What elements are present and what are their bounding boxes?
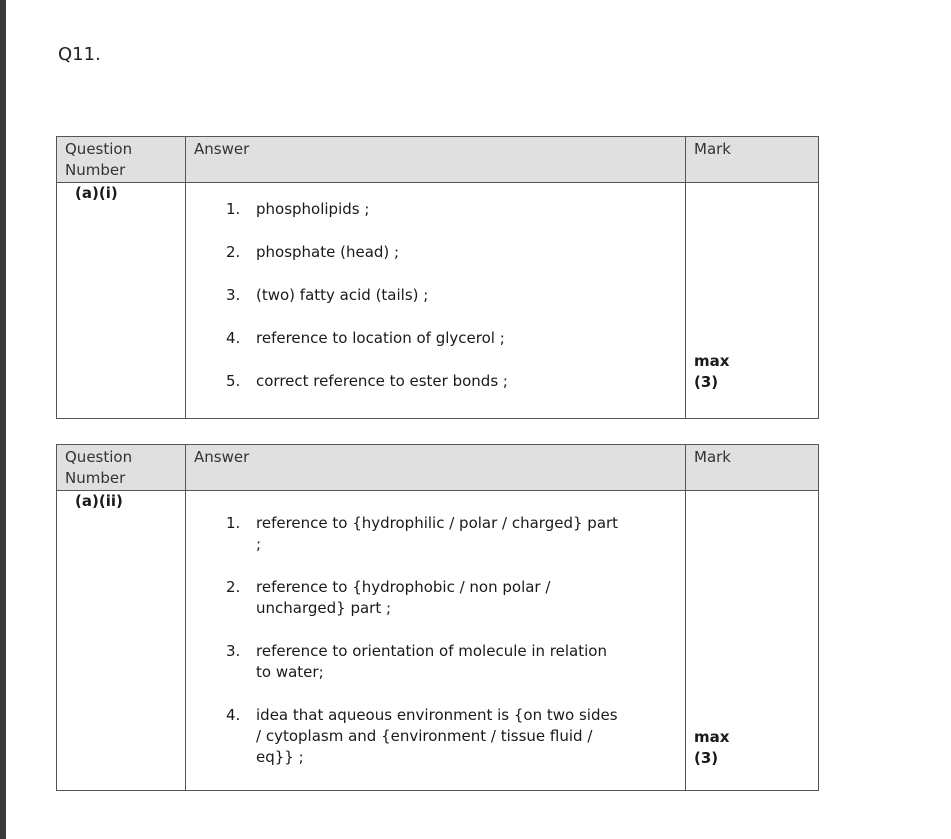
- mark-scheme-table-a-i: [56, 136, 819, 419]
- question-number: (a)(i): [57, 183, 186, 419]
- item-number: 5.: [226, 372, 241, 390]
- header-mark: Mark: [686, 137, 819, 183]
- item-text: reference to location of glycerol ;: [256, 329, 505, 347]
- list-item: [226, 371, 626, 392]
- list-item: [226, 577, 626, 619]
- list-item: [226, 199, 626, 220]
- list-item: [226, 641, 626, 683]
- item-text: phosphate (head) ;: [256, 243, 400, 261]
- list-item: [226, 705, 626, 768]
- list-item: [226, 242, 626, 263]
- item-text: reference to orientation of molecule in relation to water;: [256, 642, 607, 681]
- header-mark: Mark: [686, 445, 819, 491]
- mark-cell: [686, 491, 819, 791]
- table-body-row: [57, 183, 819, 419]
- question-number: (a)(ii): [57, 491, 186, 791]
- item-text: (two) fatty acid (tails) ;: [256, 286, 429, 304]
- list-item: [226, 328, 626, 349]
- item-number: 2.: [226, 243, 241, 261]
- mark-scheme-table-a-ii: [56, 444, 819, 791]
- item-text: reference to {hydrophobic / non polar / uncharged} part ;: [256, 578, 551, 617]
- mark-cell: [686, 183, 819, 419]
- header-answer: Answer: [186, 445, 686, 491]
- item-text: correct reference to ester bonds ;: [256, 372, 508, 390]
- list-item: [226, 285, 626, 306]
- item-text: reference to {hydrophilic / polar / charged} part ;: [256, 514, 619, 553]
- item-number: 3.: [226, 286, 241, 304]
- answer-cell: [186, 183, 686, 419]
- item-number: 4.: [226, 329, 241, 347]
- item-text: phospholipids ;: [256, 200, 370, 218]
- item-text: idea that aqueous environment is {on two sides / cytoplasm and {environment / tissue fluid / eq}} ;: [256, 706, 618, 766]
- header-answer: Answer: [186, 137, 686, 183]
- mark-value: max (3): [694, 728, 730, 767]
- item-number: 1.: [226, 514, 241, 532]
- answer-cell: [186, 491, 686, 791]
- item-number: 3.: [226, 642, 241, 660]
- table-header-row: [57, 445, 819, 491]
- item-number: 4.: [226, 706, 241, 724]
- mark-value: max (3): [694, 352, 730, 391]
- header-question-number: Question Number: [57, 137, 186, 183]
- header-question-number: Question Number: [57, 445, 186, 491]
- table-header-row: [57, 137, 819, 183]
- table-body-row: [57, 491, 819, 791]
- window-edge: [0, 0, 6, 839]
- question-title: Q11.: [58, 44, 101, 65]
- item-number: 1.: [226, 200, 241, 218]
- list-item: [226, 513, 626, 555]
- item-number: 2.: [226, 578, 241, 596]
